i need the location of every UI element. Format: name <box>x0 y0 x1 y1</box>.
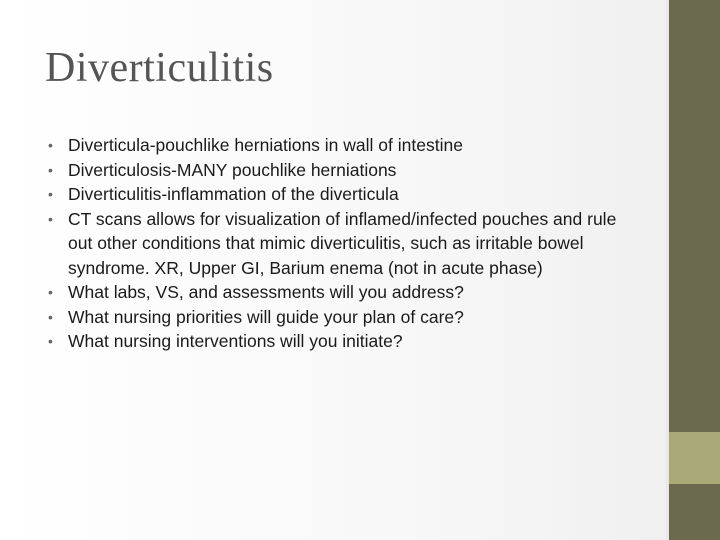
bullet-text: What nursing priorities will guide your plan of care? <box>68 306 464 327</box>
slide-title: Diverticulitis <box>45 45 274 91</box>
bullet-dot-icon: • <box>48 210 53 227</box>
bullet-item <box>48 329 638 354</box>
bullet-dot-icon: • <box>48 284 53 300</box>
bullet-item <box>48 305 638 330</box>
bullet-item <box>48 182 638 207</box>
bullet-item <box>48 133 638 158</box>
bullet-text: CT scans allows for visualization of inflamed/infected pouches and rule out other conditions that mimic diverticulitis, such as irritable bowel syndrome. XR, Upper GI, Barium enema (not in acute phase) <box>68 208 617 278</box>
bullet-item <box>48 158 638 183</box>
bullet-text: Diverticulosis-MANY pouchlike herniations <box>68 159 397 180</box>
bullet-text: Diverticula-pouchlike herniations in wall of intestine <box>68 135 463 155</box>
bullet-item <box>48 207 638 281</box>
bullet-dot-icon: • <box>48 308 53 325</box>
bullet-dot-icon: • <box>48 161 53 178</box>
bullet-dot-icon: • <box>48 186 53 202</box>
bullet-text: What nursing interventions will you initiate? <box>68 331 403 351</box>
bullet-text: What labs, VS, and assessments will you address? <box>68 282 464 302</box>
bullet-list <box>48 133 638 354</box>
bullet-dot-icon: • <box>48 137 53 153</box>
bullet-item <box>48 280 638 305</box>
side-accent-block <box>669 432 720 484</box>
bullet-dot-icon: • <box>48 333 53 349</box>
bullet-text: Diverticulitis-inflammation of the diverticula <box>68 184 399 204</box>
